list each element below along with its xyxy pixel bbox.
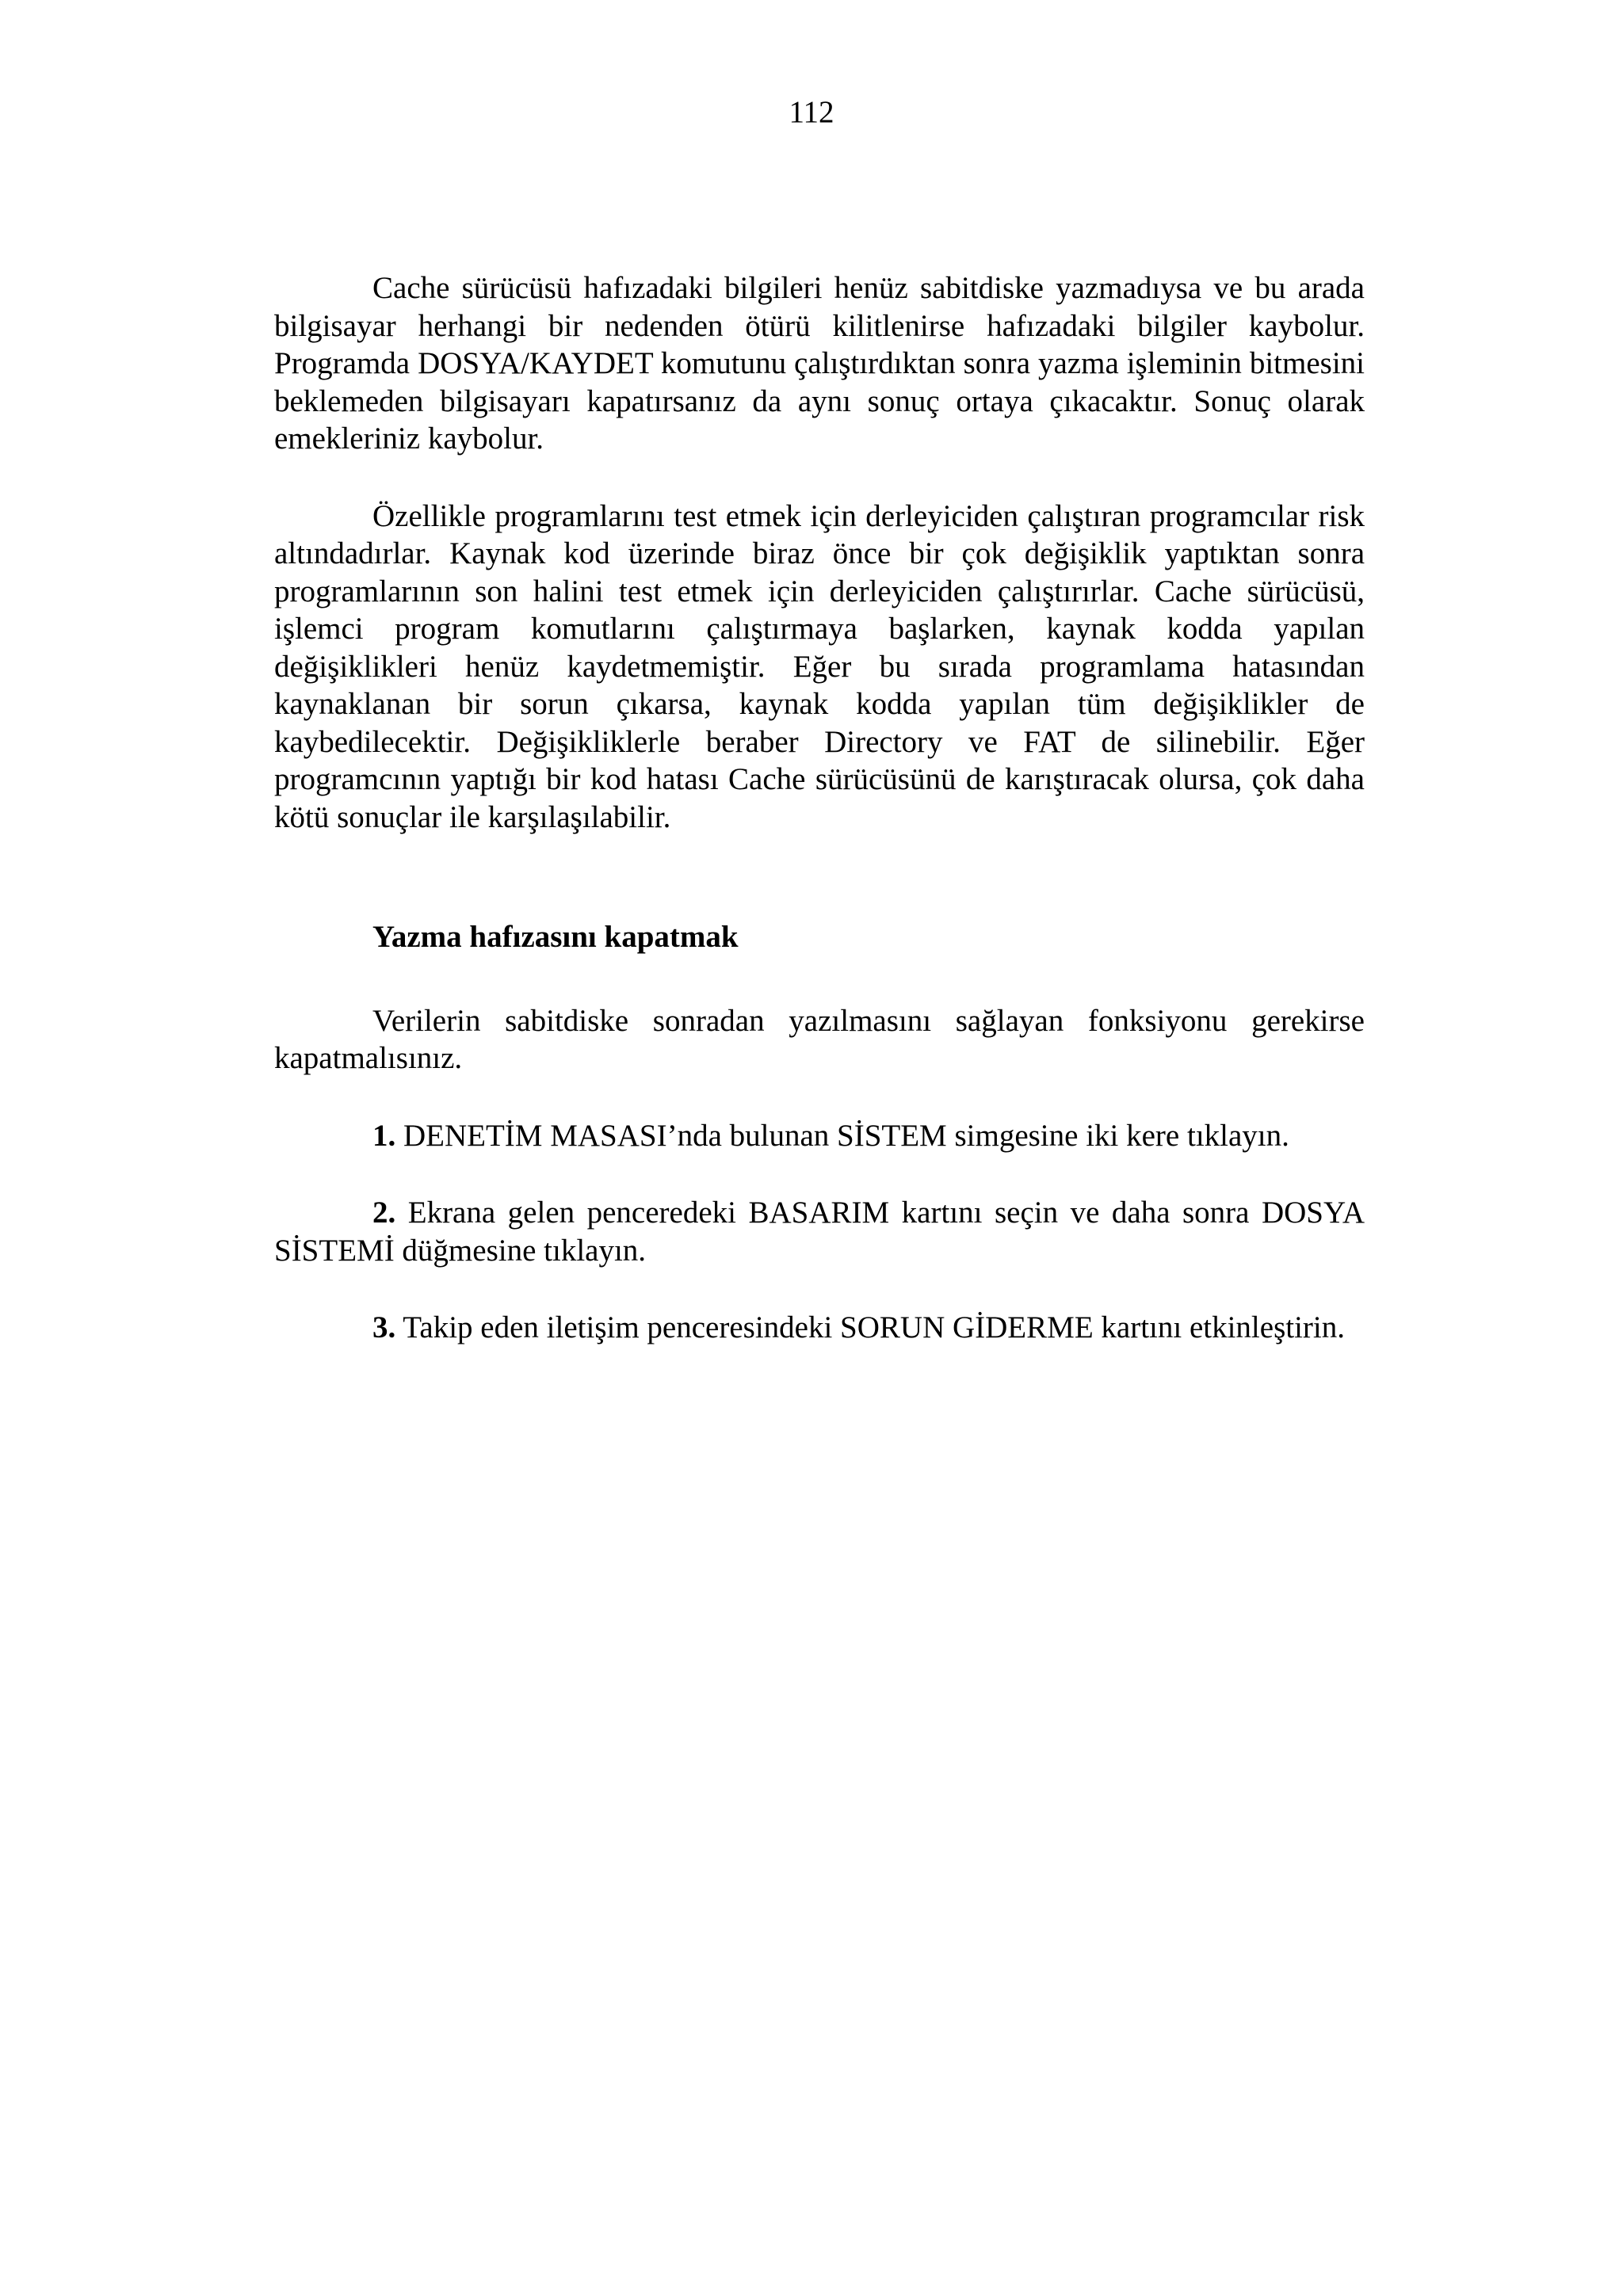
step-1 <box>274 1117 1365 1155</box>
paragraph-intro: Verilerin sabitdiske sonradan yazılmasını sağlayan fonksiyonu gerekirse kapatmalısınız. <box>274 1003 1365 1075</box>
step-text: Takip eden iletişim penceresindeki SORUN GİDERME kartını etkinleştirin. <box>395 1310 1345 1344</box>
page-number: 112 <box>789 95 834 129</box>
step-text: Ekrana gelen penceredeki BASARIM kartını seçin ve daha sonra DOSYA SİSTEMİ düğmesine tıklayın. <box>274 1196 1365 1268</box>
step-number: 2. <box>372 1196 396 1230</box>
step-3 <box>274 1309 1365 1347</box>
step-number: 3. <box>372 1310 396 1344</box>
paragraph-programmers-risk: Özellikle programlarını test etmek için derleyiciden çalıştıran programcılar risk altındadırlar. Kaynak kod üzerinde biraz önce bir çok değişiklik yaptıktan sonra programlarının son halini test etmek için derleyiciden çalıştırırlar. Cache sürücüsü, işlemci program komutlarını çalıştırmaya başlarken, kaynak kodda yapılan değişiklikleri henüz kaydetmemiştir. Eğer bu sırada programlama hatasından kaynaklanan bir sorun çıkarsa, kaynak kodda yapılan tüm değişiklikler de kaybedilecektir. Değişikliklerle beraber Directory ve FAT de silinebilir. Eğer programcının yaptığı bir kod hatası Cache sürücüsünü de karıştıracak olursa, çok daha kötü sonuçlar ile karşılaşılabilir. <box>274 498 1365 834</box>
document-body <box>274 269 1365 1347</box>
step-2 <box>274 1194 1365 1269</box>
step-number: 1. <box>372 1118 396 1153</box>
section-heading: Yazma hafızasını kapatmak <box>372 920 739 954</box>
step-text: DENETİM MASASI’nda bulunan SİSTEM simgesine iki kere tıklayın. <box>395 1118 1289 1153</box>
paragraph-cache-data-loss: Cache sürücüsü hafızadaki bilgileri henüz sabitdiske yazmadıysa ve bu arada bilgisayar herhangi bir nedenden ötürü kilitlenirse hafızadaki bilgiler kaybolur. Programda DOSYA/KAYDET komutunu çalıştırdıktan sonra yazma işleminin bitmesini beklemeden bilgisayarı kapatırsanız da aynı sonuç ortaya çıkacaktır. Sonuç olarak emekleriniz kaybolur. <box>274 271 1365 456</box>
